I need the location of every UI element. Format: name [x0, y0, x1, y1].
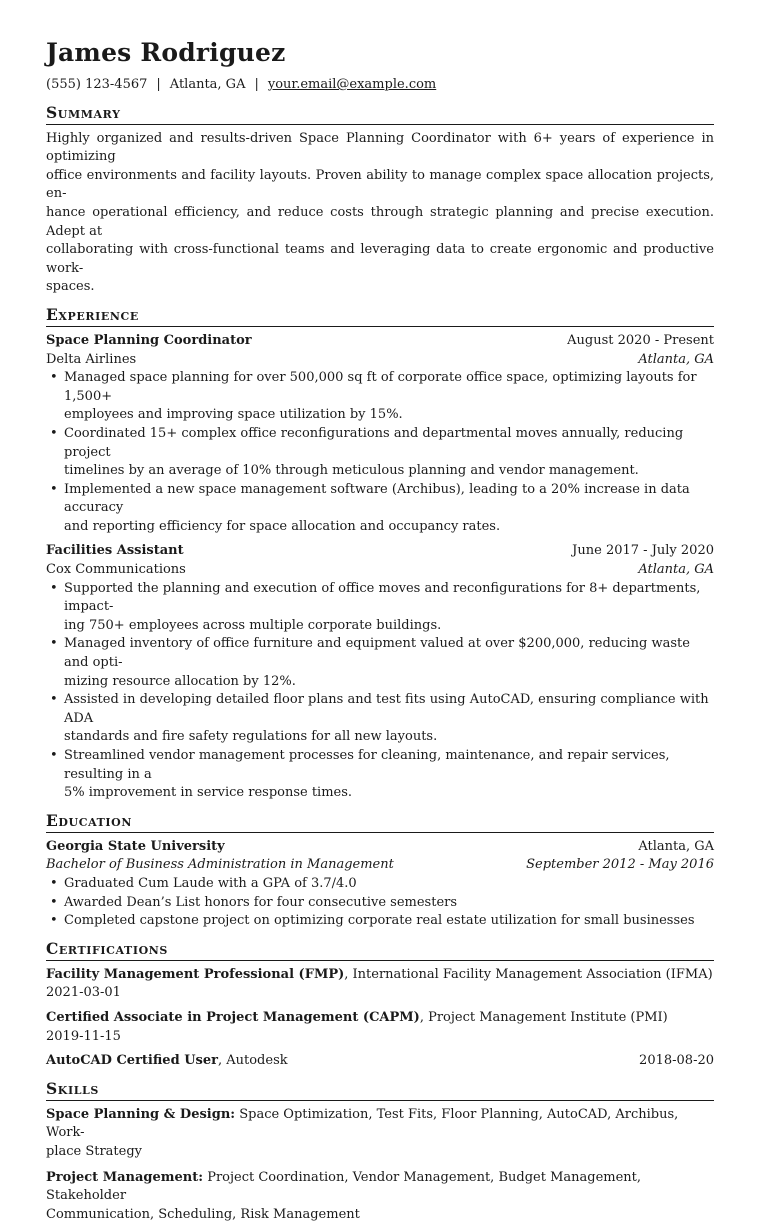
- skill-values: Communication, Scheduling, Risk Management: [46, 1206, 714, 1224]
- job-entry: [46, 542, 714, 802]
- education-header: [46, 838, 714, 857]
- job-header: [46, 332, 714, 351]
- bullet-item: [64, 635, 714, 691]
- cert-entry: [46, 1009, 714, 1046]
- contact-line: [46, 76, 714, 95]
- job-location: Atlanta, GA: [638, 351, 714, 370]
- skill-values: Project Coordination, Vendor Management, Budget Management, Stakeholder: [46, 1170, 641, 1204]
- job-header: [46, 542, 714, 561]
- candidate-name: James Rodriguez: [46, 36, 714, 70]
- cert-name: AutoCAD Certified User: [46, 1053, 218, 1068]
- bullet-item: [64, 691, 714, 747]
- cert-issuer: , Project Management Institute (PMI): [420, 1010, 668, 1025]
- skill-label: Space Planning & Design:: [46, 1107, 235, 1122]
- job-role: Facilities Assistant: [46, 542, 184, 561]
- cert-entry: [46, 966, 714, 1003]
- cert-date: 2018-08-20: [639, 1052, 714, 1071]
- school-location: Atlanta, GA: [638, 838, 714, 857]
- bullet-item: • Graduated Cum Laude with a GPA of 3.7/4.0: [64, 875, 714, 894]
- bullet-item: [64, 369, 714, 425]
- separator: |: [156, 77, 160, 92]
- email-link[interactable]: your.email@example.com: [268, 77, 436, 92]
- skill-entry: [46, 1106, 714, 1162]
- school-name: Georgia State University: [46, 838, 225, 857]
- job-entry: [46, 332, 714, 537]
- bullet-line: • Assisted in developing detailed floor plans and test fits using AutoCAD, ensuring compliance with ADA: [64, 691, 714, 728]
- bullet-line: ing 750+ employees across multiple corporate buildings.: [64, 617, 714, 636]
- section-title-education: Education: [46, 811, 714, 833]
- bullet-line: 5% improvement in service response times.: [64, 784, 714, 803]
- section-title-skills: Skills: [46, 1079, 714, 1101]
- bullet-line: • Coordinated 15+ complex office reconfigurations and departmental moves annually, reducing project: [64, 425, 714, 462]
- cert-date: 2019-11-15: [46, 1028, 714, 1047]
- bullet-item: [64, 481, 714, 537]
- education-subheader: [46, 856, 714, 875]
- job-company: Cox Communications: [46, 561, 186, 580]
- cert-date: 2021-03-01: [46, 984, 714, 1003]
- skill-label: Project Management:: [46, 1170, 203, 1185]
- cert-issuer: , International Facility Management Association (IFMA): [344, 967, 712, 982]
- job-company: Delta Airlines: [46, 351, 136, 370]
- job-subheader: [46, 351, 714, 370]
- job-subheader: [46, 561, 714, 580]
- bullet-line: mizing resource allocation by 12%.: [64, 673, 714, 692]
- job-bullets: [46, 580, 714, 803]
- bullet-line: • Implemented a new space management software (Archibus), leading to a 20% increase in data accuracy: [64, 481, 714, 518]
- section-title-experience: Experience: [46, 305, 714, 327]
- bullet-item: • Awarded Dean’s List honors for four consecutive semesters: [64, 894, 714, 913]
- skill-values: place Strategy: [46, 1143, 714, 1162]
- degree: Bachelor of Business Administration in Management: [46, 856, 394, 875]
- summary-text: [46, 130, 714, 297]
- cert-name: Facility Management Professional (FMP): [46, 967, 344, 982]
- bullet-item: • Completed capstone project on optimizing corporate real estate utilization for small businesses: [64, 912, 714, 931]
- location: Atlanta, GA: [170, 77, 246, 92]
- job-location: Atlanta, GA: [638, 561, 714, 580]
- job-dates: August 2020 - Present: [567, 332, 714, 351]
- summary-line: collaborating with cross-functional teams and leveraging data to create ergonomic and productive work-: [46, 241, 714, 278]
- bullet-line: • Managed space planning for over 500,000 sq ft of corporate office space, optimizing layouts for 1,500+: [64, 369, 714, 406]
- bullet-item: [64, 747, 714, 803]
- bullet-item: [64, 425, 714, 481]
- job-role: Space Planning Coordinator: [46, 332, 252, 351]
- summary-line: office environments and facility layouts. Proven ability to manage complex space allocation projects, en-: [46, 167, 714, 204]
- phone-number: (555) 123-4567: [46, 77, 147, 92]
- skill-values: Space Optimization, Test Fits, Floor Planning, AutoCAD, Archibus, Work-: [46, 1107, 678, 1141]
- section-title-summary: Summary: [46, 103, 714, 125]
- cert-entry: [46, 1052, 714, 1071]
- job-bullets: [46, 369, 714, 536]
- cert-name: Certified Associate in Project Management (CAPM): [46, 1010, 420, 1025]
- summary-line: Highly organized and results-driven Space Planning Coordinator with 6+ years of experience in optimizing: [46, 130, 714, 167]
- summary-line: hance operational efficiency, and reduce costs through strategic planning and precise execution. Adept at: [46, 204, 714, 241]
- bullet-line: and reporting efficiency for space allocation and occupancy rates.: [64, 518, 714, 537]
- separator: |: [254, 77, 258, 92]
- bullet-line: • Streamlined vendor management processes for cleaning, maintenance, and repair services, resulting in a: [64, 747, 714, 784]
- bullet-line: employees and improving space utilization by 15%.: [64, 406, 714, 425]
- bullet-line: • Managed inventory of office furniture and equipment valued at over $200,000, reducing waste and opti-: [64, 635, 714, 672]
- summary-line: spaces.: [46, 278, 714, 297]
- education-dates: September 2012 - May 2016: [526, 856, 714, 875]
- bullet-line: standards and fire safety regulations for all new layouts.: [64, 728, 714, 747]
- education-bullets: [46, 875, 714, 931]
- bullet-line: • Supported the planning and execution of office moves and reconfigurations for 8+ departments, impact-: [64, 580, 714, 617]
- job-dates: June 2017 - July 2020: [572, 542, 714, 561]
- skill-entry: [46, 1169, 714, 1224]
- section-title-certifications: Certifications: [46, 939, 714, 961]
- cert-issuer: , Autodesk: [218, 1053, 288, 1068]
- bullet-line: timelines by an average of 10% through meticulous planning and vendor management.: [64, 462, 714, 481]
- bullet-item: [64, 580, 714, 636]
